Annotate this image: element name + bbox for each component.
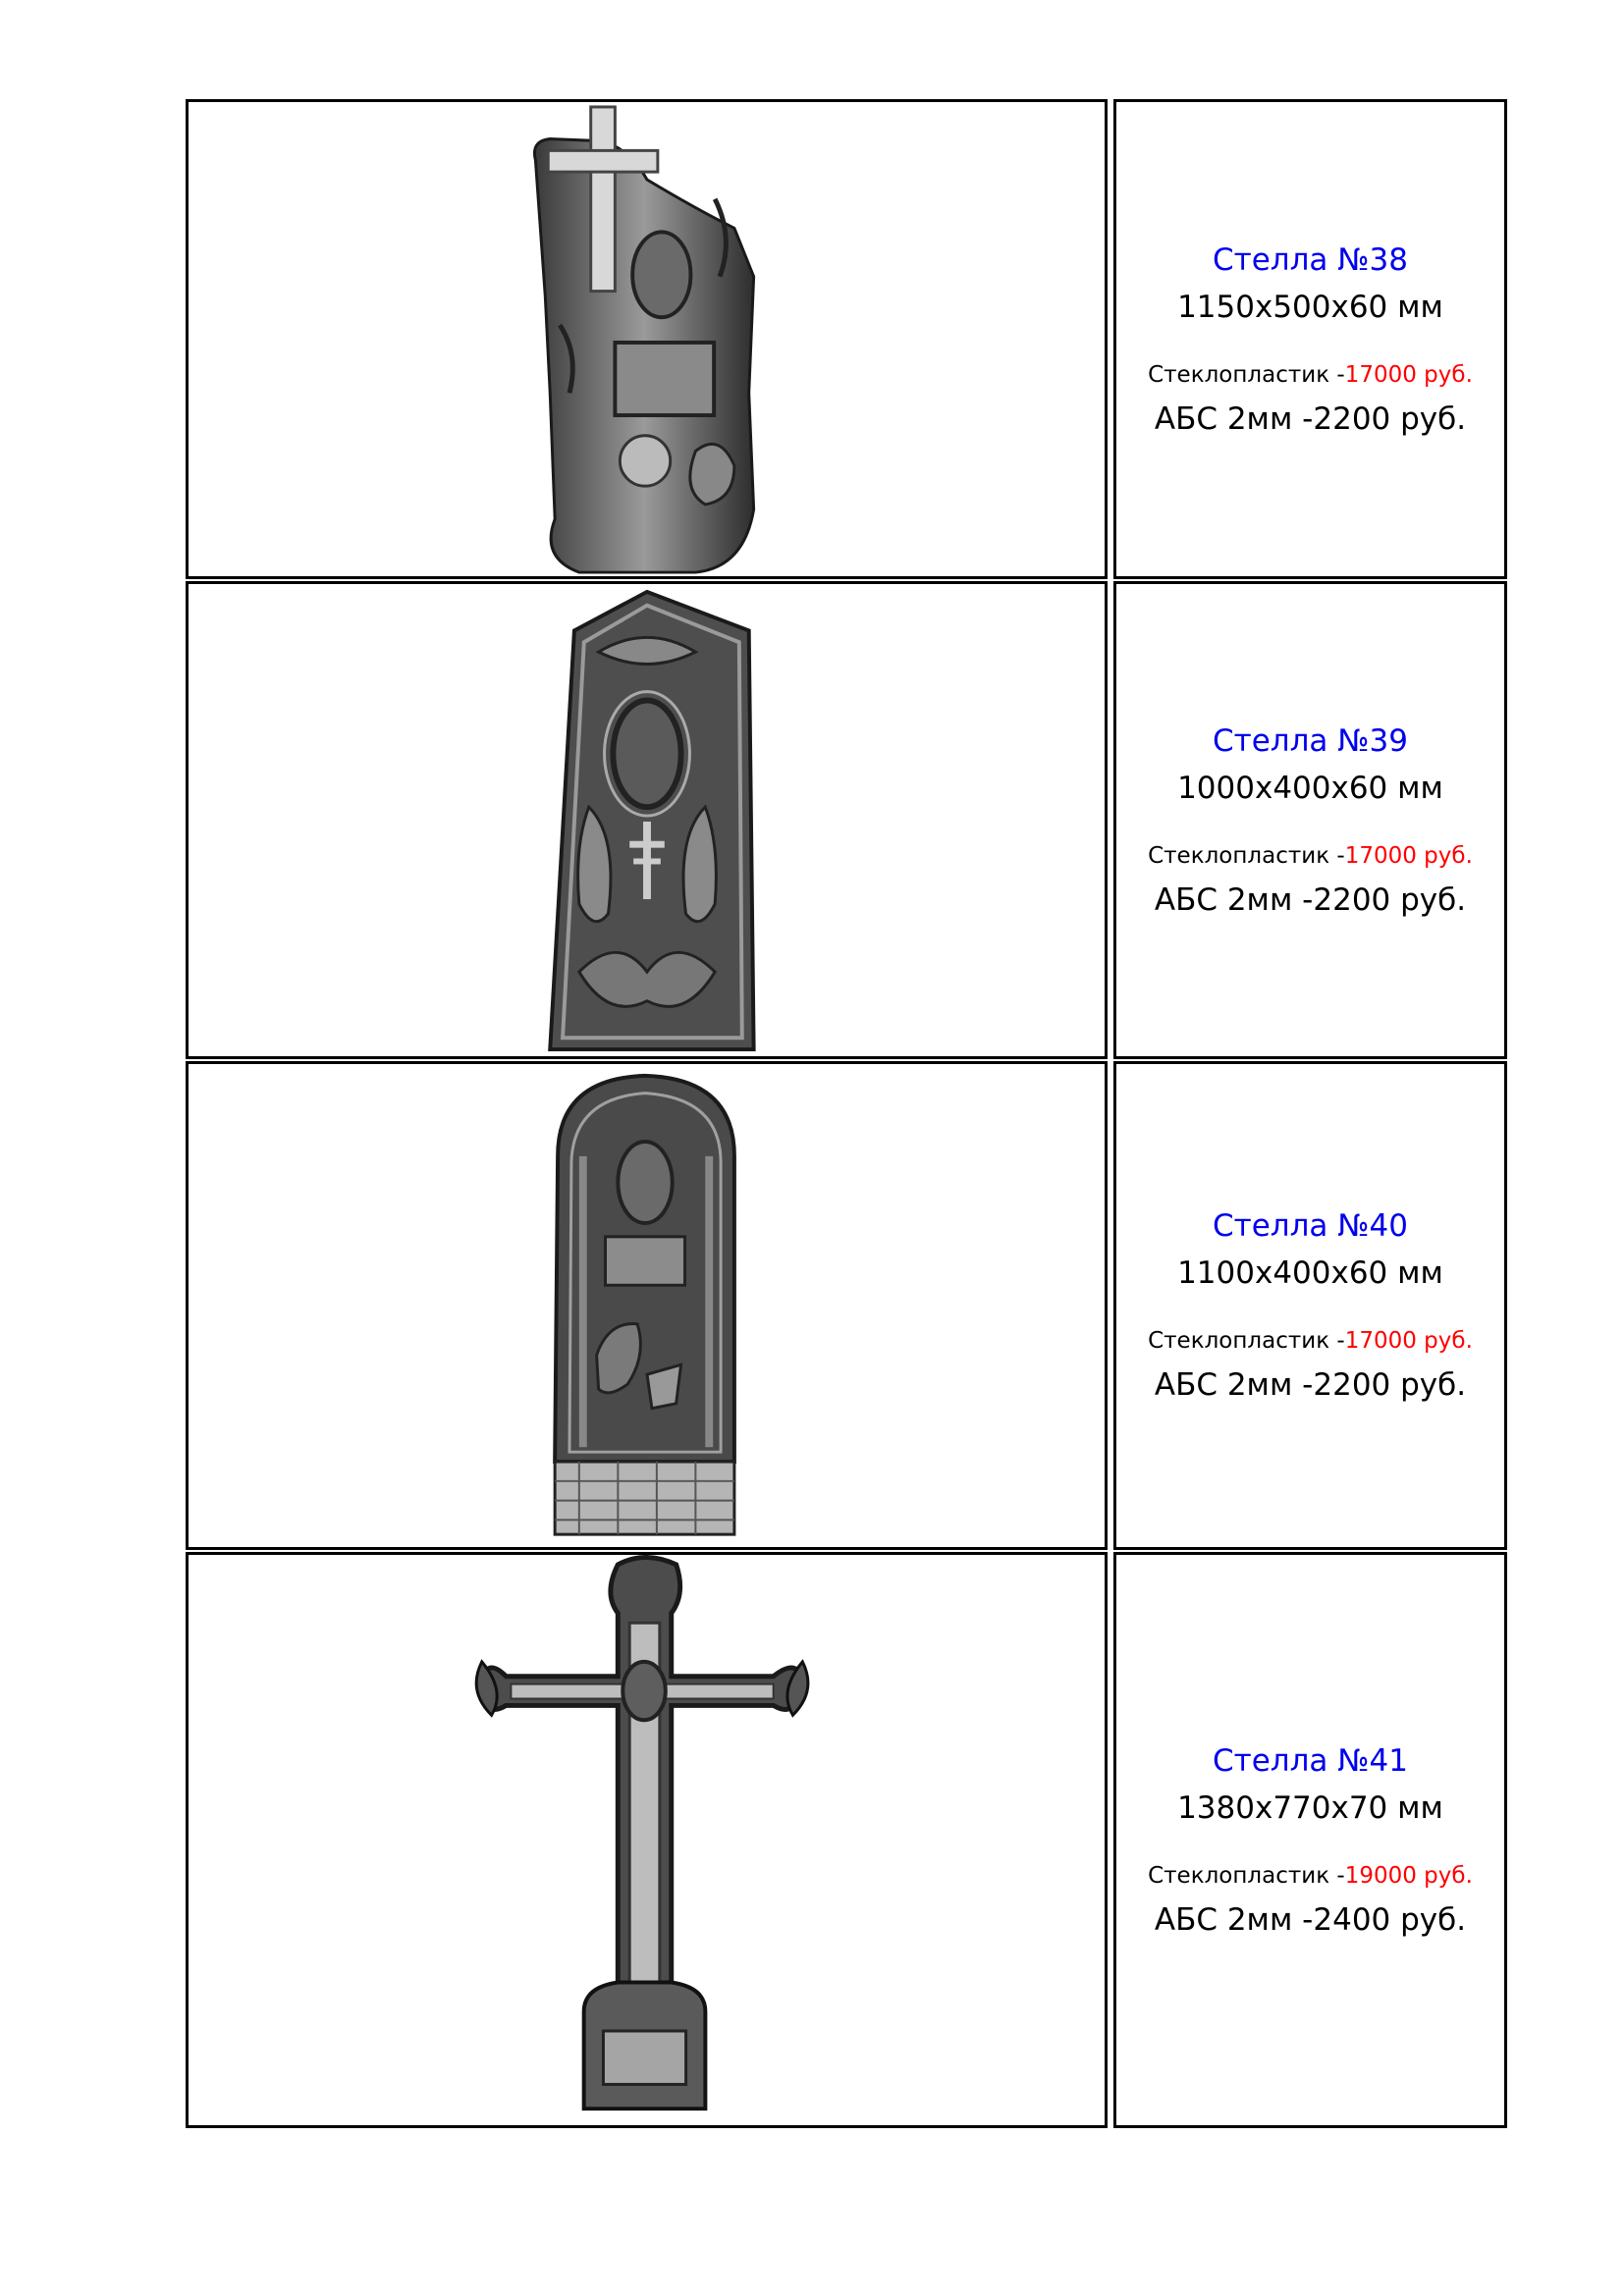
product-title: Стелла №38 — [1213, 241, 1408, 278]
fiberglass-price: 17000 руб. — [1344, 361, 1473, 388]
product-image-cell — [186, 99, 1108, 579]
fiberglass-price: 19000 руб. — [1344, 1862, 1473, 1889]
product-row — [186, 1061, 1507, 1550]
stele-arched-icon — [189, 1064, 1105, 1547]
fiberglass-price-line — [1148, 1326, 1473, 1356]
product-row — [186, 1552, 1507, 2128]
fiberglass-price: 17000 руб. — [1344, 842, 1473, 869]
product-image-cell — [186, 1552, 1108, 2128]
product-info-cell — [1113, 1061, 1507, 1550]
product-info-cell — [1113, 99, 1507, 579]
abs-price-line: АБС 2мм -2200 руб. — [1154, 400, 1467, 437]
product-image-cell — [186, 1061, 1108, 1550]
product-dimensions: 1000х400х60 мм — [1177, 770, 1443, 806]
fiberglass-price-line — [1148, 841, 1473, 871]
fiberglass-price: 17000 руб. — [1344, 1328, 1473, 1354]
fiberglass-price-line — [1148, 1861, 1473, 1891]
product-image-cell — [186, 581, 1108, 1059]
fiberglass-price-line — [1148, 360, 1473, 390]
fiberglass-label: Стеклопластик - — [1148, 842, 1345, 869]
product-dimensions: 1380х770х70 мм — [1177, 1789, 1443, 1826]
fiberglass-label: Стеклопластик - — [1148, 361, 1345, 388]
stele-cross-large-icon — [189, 1555, 1105, 2125]
product-title: Стелла №39 — [1213, 722, 1408, 759]
product-info-cell — [1113, 1552, 1507, 2128]
fiberglass-label: Стеклопластик - — [1148, 1862, 1345, 1889]
abs-price-line: АБС 2мм -2200 руб. — [1154, 1367, 1467, 1403]
stele-lilies-icon — [189, 584, 1105, 1056]
abs-price-line: АБС 2мм -2200 руб. — [1154, 881, 1467, 918]
product-dimensions: 1150х500х60 мм — [1177, 289, 1443, 325]
product-title: Стелла №40 — [1213, 1208, 1408, 1244]
stele-cross-icon — [189, 102, 1105, 576]
product-row — [186, 581, 1507, 1059]
product-dimensions: 1100х400х60 мм — [1177, 1255, 1443, 1291]
product-info-cell — [1113, 581, 1507, 1059]
product-title: Стелла №41 — [1213, 1742, 1408, 1779]
fiberglass-label: Стеклопластик - — [1148, 1328, 1345, 1354]
abs-price-line: АБС 2мм -2400 руб. — [1154, 1901, 1467, 1938]
product-row — [186, 99, 1507, 579]
